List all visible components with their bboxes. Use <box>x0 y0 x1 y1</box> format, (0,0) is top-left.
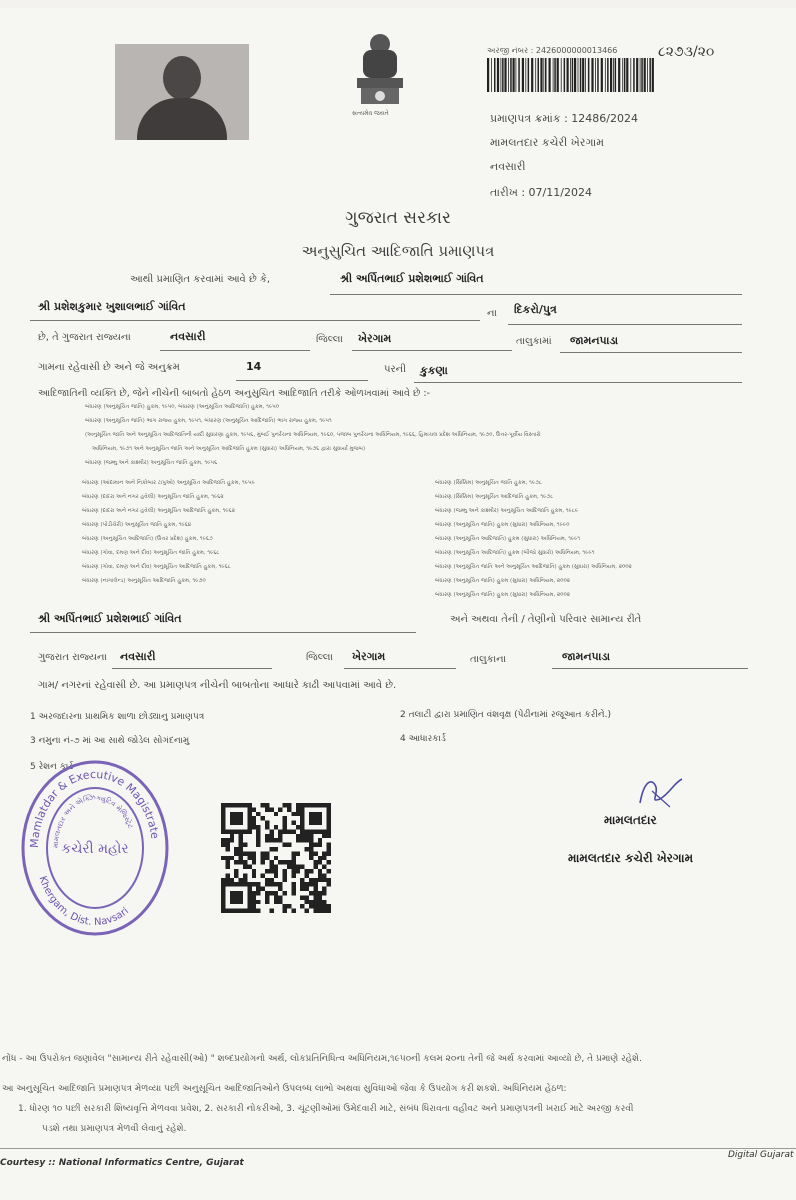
seal-center-text: કચેરી મહોર <box>61 841 129 857</box>
village-value-2: જામનપાડા <box>562 650 611 663</box>
state-label-2: ગુજરાત રાજ્યના <box>38 652 107 663</box>
order-left: બંધારણ (દાદરા અને નગર હવેલી) અનુસૂચિત આદિજાતિ હુકમ, ૧૯૬૨ <box>82 508 235 514</box>
certificate-number: પ્રમાણપત્ર ક્રમાંક : 12486/2024 <box>490 112 638 125</box>
order-right: બંધારણ (અનુસૂચિત જાતિ) હુકમ (સુધારા) અધિનિયમ, ૧૯૯૦ <box>435 522 570 528</box>
order-right: બંધારણ (અનુસૂચિત જાતિ) હુકમ (સુધારા) અધિનિયમ, ૨૦૦૨ <box>435 578 570 584</box>
tribe-name: કુકણા <box>420 364 448 377</box>
tribe-label: પરની <box>384 364 406 375</box>
seal-text-inner: મામલતદાર અને એક્ઝિક્યુટિવ મેજિસ્ટ્રેટ <box>51 793 135 849</box>
village-value: જામનપાડા <box>570 334 619 347</box>
order-right: બંધારણ (જમ્મુ અને કાશ્મીર) અનુસૂચિત આદિજાતિ હુકમ, ૧૯૮૯ <box>435 508 579 514</box>
order-right: બંધારણ (સિક્કિમ) અનુસૂચિત જાતિ હુકમ, ૧૯૭૮ <box>435 480 542 486</box>
parent-name: શ્રી પ્રશેશકુમાર ખુશાલભાઈ ગાંવિત <box>38 300 186 313</box>
issuing-office: મામલતદાર કચેરી ખેરગામ <box>490 136 604 149</box>
relation-prefix: ના <box>487 308 497 319</box>
order-left: બંધારણ (દાદરા અને નગર હવેલી) અનુસૂચિત જાતિ હુકમ, ૧૯૬૨ <box>82 494 224 500</box>
basis-line: ગામ/ નગરનાં રહેવાસી છે. આ પ્રમાણપત્ર નીચેની બાબતોના આધારે કાઢી આપવામાં આવે છે. <box>38 680 397 691</box>
state-label: છે, તે ગુજરાત રાજ્યના <box>38 332 131 343</box>
taluka-label-2: તાલુકાના <box>470 654 507 665</box>
issue-date: તારીખ : 07/11/2024 <box>490 186 592 199</box>
seal-text-top: Mamlatdar & Executive Magistrate <box>27 767 162 849</box>
emblem-caption: સત્યમેવ જયતે <box>352 110 389 117</box>
order-left: બંધારણ (ગોવા, દમણ અને દીવ) અનુસૂચિત આદિજાતિ હુકમ, ૧૯૬૮ <box>82 564 231 570</box>
courtesy-text: Courtesy :: National Informatics Centre, Gujarat <box>0 1158 244 1168</box>
district-label: જિલ્લા <box>316 334 343 345</box>
district-label-2: જિલ્લા <box>306 652 333 663</box>
document-item: 2 તલાટી દ્વારા પ્રમાણિત વંશવૃક્ષ (પેઢીનામાં રજૂઆત કરીને.) <box>400 710 611 720</box>
order-left: બંધારણ (પોંડીચેરી) અનુસૂચિત જાતિ હુકમ, ૧૯૬૪ <box>82 522 192 528</box>
document-item: 3 નમુના નં-૭ માં આ સાથે જોડેલ સોગંદનામુ <box>30 736 190 746</box>
signatory-title: મામલતદાર <box>604 813 657 827</box>
intro-text: આથી પ્રમાણિત કરવામાં આવે છે કે, <box>130 274 271 285</box>
taluka-value-2: ખેરગામ <box>352 650 386 663</box>
footer-note: આ અનુસૂચિત આદિજાતિ પ્રમાણપત્ર મેળવ્યા પછી અનુસૂચિત આદિજાતિઓને ઉપલબ્ધ લાભો અથવા સુવિધાઓ જેવા કે ઉપયોગ કરી શકશે. અધિનિયમ હેઠળ: <box>2 1084 567 1094</box>
district-value-2: નવસારી <box>120 650 156 663</box>
footer-note: નોંધ - આ ઉપરોક્ત જણાવેલ "સામાન્ય રીતે રહેવાસી(ઓ) " શબ્દપ્રયોગનો અર્થ, લોકપ્રતિનિધિત્વ અધિનિયમ,૧૯૫૦ની કલમ ૨૦ના તેની જે અર્થ કરવામાં આવ્યો છે, તે પ્રમાણે રહેશે. <box>2 1054 642 1064</box>
footer-note: પડશે તથા પ્રમાણપત્ર મેળવી લેવાનું રહેશે. <box>42 1124 187 1134</box>
applicant-photo <box>115 44 249 140</box>
government-title: ગુજરાત સરકાર <box>345 208 451 228</box>
certificate-title: અનુસુચિત આદિજાતિ પ્રમાણપત્ર <box>301 242 495 260</box>
village-line: ગામના રહેવાસી છે અને જે અનુક્રમ <box>38 362 180 373</box>
order-right: બંધારણ (અનુસૂચિત આદિજાતિ) હુકમ (સુધારા) અધિનિયમ, ૧૯૯૧ <box>435 536 581 542</box>
tribe-line: આદિજાતિની વ્યક્તિ છે, જેને નીચેની બાબતો હેઠળ અનુસુચિત આદિજાતિ તરીકે ઓળખવામાં આવે છે :- <box>38 388 430 399</box>
order-right: બંધારણ (અનુસૂચિત આદિજાતિ) હુકમ (બીજો સુધારો) અધિનિયમ, ૧૯૯૧ <box>435 550 595 556</box>
handwritten-number: ૮૨૭૩/૨૦ <box>658 44 715 60</box>
relation: દિકરો/પુત્ર <box>514 303 557 316</box>
order-left: બંધારણ (ગોવા, દમણ અને દીવ) અનુસૂચિત જાતિ હુકમ, ૧૯૬૮ <box>82 550 220 556</box>
taluka-value: ખેરગામ <box>358 332 392 345</box>
order-line: બંધારણ (જમ્મુ અને કાશ્મીર) અનુસૂચિત જાતિ હુકમ, ૧૯૫૬ <box>85 460 218 466</box>
order-left: બંધારણ (અનુસૂચિત આદિજાતિ) (ઉત્તર પ્રદેશ) હુકમ, ૧૯૬૭ <box>82 536 213 542</box>
order-line: બંધારણ (અનુસૂચિત જાતિ) હુકમ, ૧૯૫૦, બંધારણ (અનુસૂચિત આદિજાતિ) હુકમ, ૧૯૫૦ <box>85 404 280 410</box>
order-line: બંધારણ (અનુસૂચિત જાતિ) ભાગ રાજ્ય હુકમ, ૧૯૫૧, બંધારણ (અનુસૂચિત આદિજાતિ) ભાગ રાજ્ય હુકમ, ૧૯૫૧ <box>85 418 332 424</box>
serial-number: 14 <box>246 360 262 373</box>
document-item: 1 અરજદારના પ્રાથમિક શાળા છોડ્યાનુ પ્રમાણપત્ર <box>30 712 205 722</box>
signatory-office: મામલતદાર કચેરી ખેરગામ <box>568 851 694 865</box>
order-right: બંધારણ (અનુસૂચિત જાતિ) હુકમ (સુધારા) અધિનિયમ, ૨૦૦૨ <box>435 592 570 598</box>
holder-name: શ્રી અર્પિતભાઈ પ્રશેશભાઈ ગાંવિત <box>340 272 484 285</box>
issuing-district: નવસારી <box>490 160 526 173</box>
document-item: 5 રેશન કાર્ડ <box>30 762 74 772</box>
footer-note: 1. ધોરણ ૧૦ પછી સરકારી શિષ્યવૃત્તિ મેળવવા પ્રવેશ, 2. સરકારી નોકરીઓ, 3. ચૂંટણીઓમાં ઉમેદવારી માટે, સંબંધ ધિરાવતા વહીવટ અને પ્રમાણપત્રની ખરાઈ માટે અરજી કરવી <box>18 1104 634 1114</box>
order-left: બંધારણ (આંદામાન અને નિકોબાર ટાપુઓ) અનુસૂચિત આદિજાતિ હુકમ, ૧૯૫૯ <box>82 480 255 486</box>
national-emblem-icon <box>345 30 415 114</box>
qr-code <box>221 803 331 913</box>
application-number: અરજી નંબર : 2426000000013466 <box>487 46 618 55</box>
taluka-label: તાલુકામાં <box>516 336 552 347</box>
holder-name-repeat: શ્રી અર્પિતભાઈ પ્રશેશભાઈ ગાંવિત <box>38 612 182 625</box>
district-value: નવસારી <box>170 330 206 343</box>
signature-mark <box>630 773 690 813</box>
order-line: અધિનિયમ, ૧૯૭૧ અને અનુસૂચિત જાતિ અને અનુસૂચિત આદિજાતિ હુકમ (સુધારા) અધિનિયમ, ૧૯૭૬ દ્વારા સુધાર્યા મુજબ) <box>92 446 366 452</box>
order-left: બંધારણ (નાગાલેન્ડ) અનુસૂચિત આદિજાતિ હુકમ, ૧૯૭૦ <box>82 578 206 584</box>
order-right: બંધારણ (અનુસૂચિત જાતિ અને અનુસૂચિત આદિજાતિ) હુકમ (સુધારા) અધિનિયમ, ૨૦૦૨ <box>435 564 632 570</box>
digital-gujarat-text: Digital Gujarat <box>728 1150 794 1160</box>
family-line: અને અથવા તેની / તેણીનો પરિવાર સામાન્ય રીતે <box>450 614 642 625</box>
office-seal <box>16 753 174 943</box>
document-item: 4 આધારકાર્ડ <box>400 734 446 744</box>
certificate-page <box>0 8 796 1200</box>
barcode <box>487 58 655 92</box>
order-line: (અનુસૂચિત જાતિ અને અનુસૂચિત આદિજાતિની યાદી સુધારણા હુકમ, ૧૯૫૬, મુંબઈ પુનર્રચના અધિનિયમ, ૧૯૬૦, પંજાબ પુનર્રચના અધિનિયમ, ૧૯૬૬, હિમાચલ પ્રદેશ અધિનિયમ, ૧૯૭૦, ઉત્તર-પૂર્વીય વિસ્તારો <box>85 432 541 438</box>
seal-text-bottom: Khergam, Dist. Navsari <box>36 874 131 929</box>
order-right: બંધારણ (સિક્કિમ) અનુસૂચિત આદિજાતિ હુકમ, ૧૯૭૮ <box>435 494 554 500</box>
